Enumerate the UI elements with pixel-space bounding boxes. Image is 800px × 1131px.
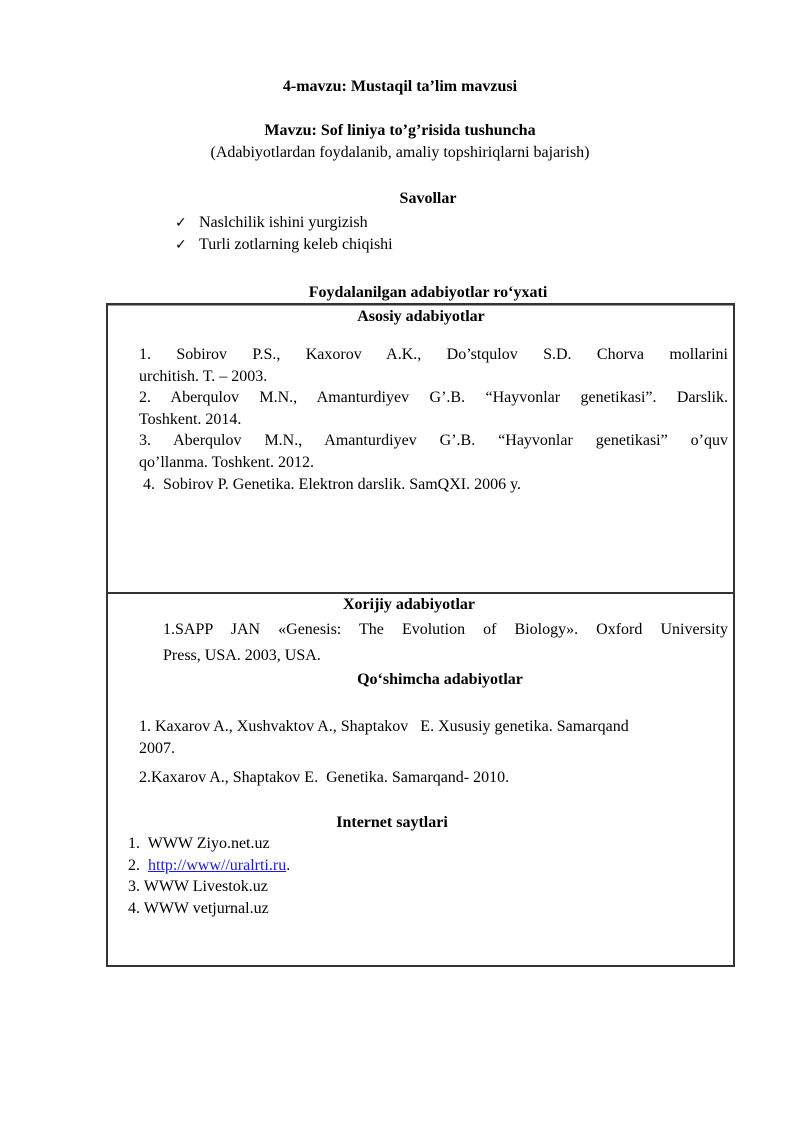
question-item [175, 214, 368, 232]
table-row-divider [108, 592, 733, 594]
check-icon: ✓ [175, 215, 187, 231]
main-literature-item-1-line-2: urchitish. T. – 2003. [139, 368, 268, 385]
list-number: 4. [128, 900, 144, 917]
link-suffix: . [286, 857, 291, 874]
internet-site-item [128, 857, 290, 875]
internet-sites-heading: Internet saytlari [336, 814, 448, 831]
internet-site-item [128, 835, 270, 853]
main-literature-heading: Asosiy adabiyotlar [357, 308, 485, 325]
question-text: Naslchilik ishini yurgizish [199, 214, 368, 231]
main-literature-item-3-line-2: qo’llanma. Toshkent. 2012. [139, 454, 315, 471]
main-literature-item-4: 4. Sobirov P. Genetika. Elektron darslik. SamQXI. 2006 y. [139, 476, 522, 493]
internet-site-item [128, 878, 268, 896]
list-number: 2. [128, 857, 148, 874]
subject-title: Mavzu: Sof liniya to’g’risida tushuncha [264, 122, 536, 139]
references-heading: Foydalanilgan adabiyotlar ro‘yxati [308, 284, 548, 301]
questions-heading: Savollar [399, 190, 457, 207]
list-number: 3. [128, 878, 144, 895]
table-top-rule [108, 305, 733, 306]
foreign-literature-line-2: Press, USA. 2003, USA. [163, 647, 321, 664]
topic-title: 4-mavzu: Mustaqil ta’lim mavzusi [282, 78, 518, 95]
additional-literature-item-1-line-1: 1. Kaxarov A., Xushvaktov A., Shaptakov E. Xususiy genetika. Samarqand [139, 718, 629, 735]
additional-literature-item-1-line-2: 2007. [139, 740, 175, 757]
internet-site-item [128, 900, 269, 918]
additional-literature-item-2: 2.Kaxarov A., Shaptakov E. Genetika. Samarqand- 2010. [139, 769, 510, 786]
site-text: WWW Livestok.uz [143, 878, 268, 895]
foreign-literature-heading: Xorijiy adabiyotlar [343, 596, 475, 613]
site-link[interactable]: http://www//uralrti.ru [148, 857, 287, 874]
main-literature-item-3-line-1: 3. Aberqulov M.N., Amanturdiyev G’.B. “Hayvonlar genetikasi” o’quv [139, 432, 728, 449]
question-item [175, 236, 393, 254]
site-text: WWW vetjurnal.uz [143, 900, 269, 917]
main-literature-item-2-line-1: 2. Aberqulov M.N., Amanturdiyev G’.B. “Hayvonlar genetikasi”. Darslik. [139, 389, 728, 406]
subject-note: (Adabiyotlardan foydalanib, amaliy topshiriqlarni bajarish) [210, 144, 590, 161]
foreign-literature-line-1: 1.SAPP JAN «Genesis: The Evolution of Biology». Oxford University [163, 621, 728, 638]
main-literature-item-1-line-1: 1. Sobirov P.S., Kaxorov A.K., Do’stqulov S.D. Chorva mollarini [139, 346, 728, 363]
list-number: 1. [128, 835, 148, 852]
check-icon: ✓ [175, 237, 187, 253]
main-literature-item-2-line-2: Toshkent. 2014. [139, 411, 242, 428]
site-text: WWW Ziyo.net.uz [147, 835, 270, 852]
additional-literature-heading: Qo‘shimcha adabiyotlar [357, 671, 523, 688]
question-text: Turli zotlarning keleb chiqishi [199, 236, 393, 253]
